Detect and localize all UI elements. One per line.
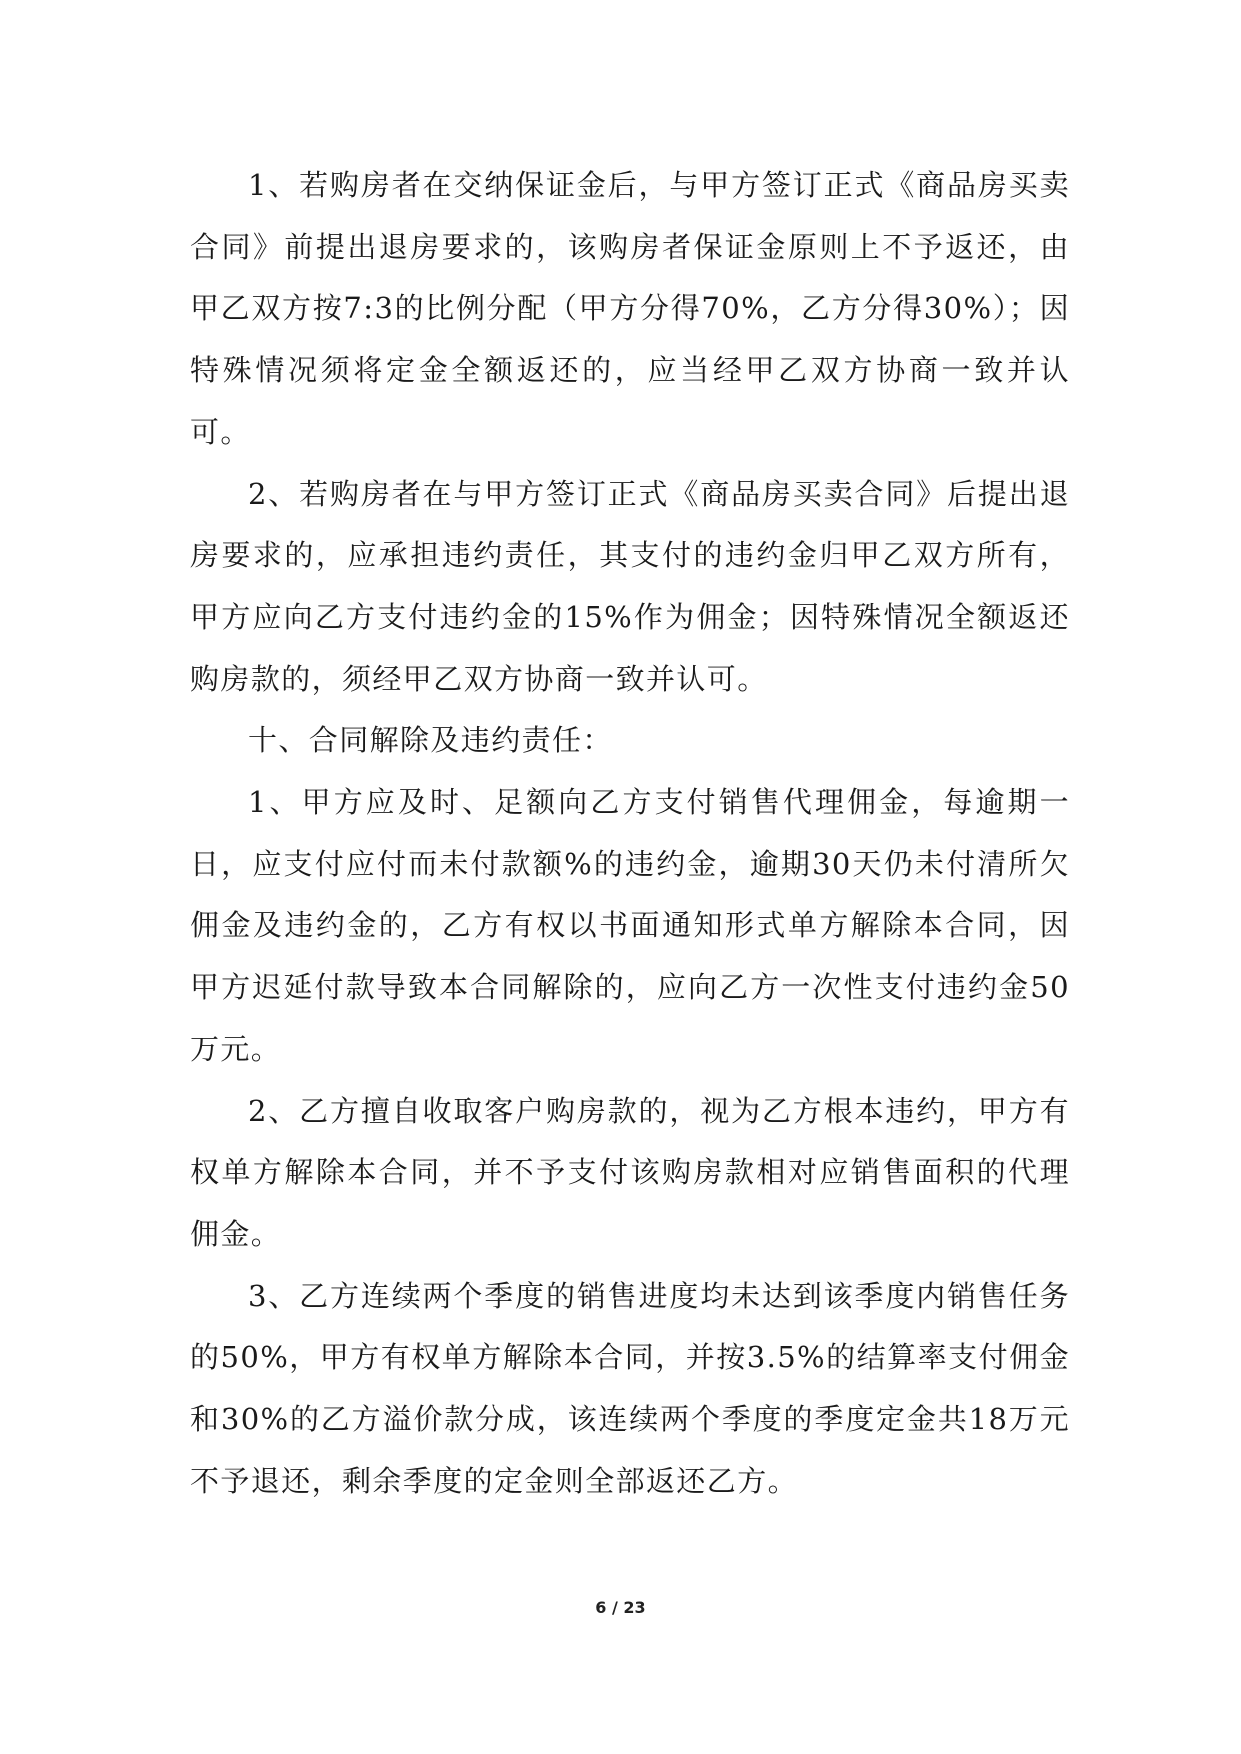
paragraph-post-contract-refund: 2、若购房者在与甲方签订正式《商品房买卖合同》后提出退房要求的，应承担违约责任，其支付的违约金归甲乙双方所有，甲方应向乙方支付违约金的15%作为佣金；因特殊情况全额返还购房款的，须经甲乙双方协商一致并认可。 [190,476,1070,696]
section-heading-termination: 十、合同解除及违约责任： [248,723,613,758]
page-number: 6 / 23 [595,1598,646,1617]
document-body [190,155,1070,1512]
paragraph-unauthorized-collection: 2、乙方擅自收取客户购房款的，视为乙方根本违约，甲方有权单方解除本合同，并不予支付该购房款相对应销售面积的代理佣金。 [190,1093,1070,1251]
paragraph-deposit-refund: 1、若购房者在交纳保证金后，与甲方签订正式《商品房买卖合同》前提出退房要求的，该购房者保证金原则上不予返还，由甲乙双方按7:3的比例分配（甲方分得70%，乙方分得30%）；因特殊情况须将定金全额返还的，应当经甲乙双方协商一致并认可。 [190,168,1070,449]
paragraph-sales-target: 3、乙方连续两个季度的销售进度均未达到该季度内销售任务的50%，甲方有权单方解除本合同，并按3.5%的结算率支付佣金和30%的乙方溢价款分成，该连续两个季度的季度定金共18万元不予退还，剩余季度的定金则全部返还乙方。 [190,1278,1070,1498]
paragraph-commission-payment: 1、甲方应及时、足额向乙方支付销售代理佣金，每逾期一日，应支付应付而未付款额%的违约金，逾期30天仍未付清所欠佣金及违约金的，乙方有权以书面通知形式单方解除本合同，因甲方迟延付款导致本合同解除的，应向乙方一次性支付违约金50万元。 [190,785,1070,1066]
